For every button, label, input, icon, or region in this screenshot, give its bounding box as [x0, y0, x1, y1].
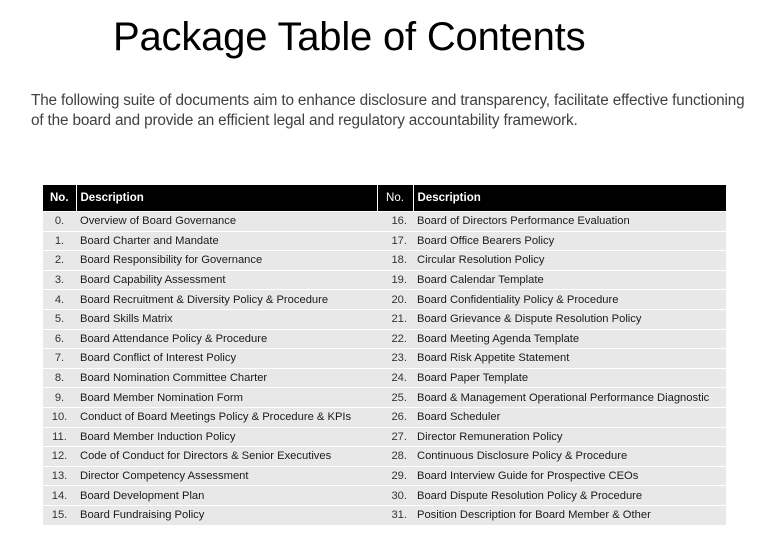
item-number-left: 13. [43, 466, 76, 486]
item-number-right: 28. [377, 447, 413, 467]
item-number-left: 0. [43, 212, 76, 232]
item-description-right: Board Grievance & Dispute Resolution Policy [413, 309, 726, 329]
item-description-left: Board Responsibility for Governance [76, 251, 377, 271]
item-description-right: Board Interview Guide for Prospective CEOs [413, 466, 726, 486]
item-description-right: Board Office Bearers Policy [413, 231, 726, 251]
intro-paragraph: The following suite of documents aim to enhance disclosure and transparency, facilitate effective functioning of the board and provide an efficient legal and regulatory accountability framework. [31, 92, 745, 129]
table-row [43, 231, 726, 251]
item-description-right: Continuous Disclosure Policy & Procedure [413, 447, 726, 467]
item-description-left: Board Capability Assessment [76, 270, 377, 290]
item-number-left: 9. [43, 388, 76, 408]
item-number-left: 4. [43, 290, 76, 310]
item-description-left: Board Member Nomination Form [76, 388, 377, 408]
table-row [43, 251, 726, 271]
table-row [43, 329, 726, 349]
page-title: Package Table of Contents [113, 15, 586, 59]
item-description-left: Board Recruitment & Diversity Policy & Procedure [76, 290, 377, 310]
item-description-left: Conduct of Board Meetings Policy & Procedure & KPIs [76, 407, 377, 427]
item-description-left: Overview of Board Governance [76, 212, 377, 232]
item-description-left: Director Competency Assessment [76, 466, 377, 486]
header-description-left: Description [76, 185, 377, 212]
table-row [43, 447, 726, 467]
item-number-right: 18. [377, 251, 413, 271]
contents-table [43, 185, 726, 525]
item-number-left: 6. [43, 329, 76, 349]
item-description-left: Board Skills Matrix [76, 309, 377, 329]
table-body [43, 212, 726, 525]
item-description-right: Board Dispute Resolution Policy & Procedure [413, 486, 726, 506]
item-number-right: 29. [377, 466, 413, 486]
item-number-right: 23. [377, 349, 413, 369]
item-number-left: 2. [43, 251, 76, 271]
table-row [43, 466, 726, 486]
table-row [43, 309, 726, 329]
table-row [43, 388, 726, 408]
table-row [43, 505, 726, 524]
table-row [43, 290, 726, 310]
item-description-left: Board Charter and Mandate [76, 231, 377, 251]
item-number-right: 25. [377, 388, 413, 408]
item-description-right: Position Description for Board Member & Other [413, 505, 726, 524]
table-header [43, 185, 726, 212]
table-row [43, 212, 726, 232]
item-description-left: Board Attendance Policy & Procedure [76, 329, 377, 349]
table-row [43, 368, 726, 388]
item-number-right: 17. [377, 231, 413, 251]
item-description-right: Circular Resolution Policy [413, 251, 726, 271]
item-number-right: 24. [377, 368, 413, 388]
item-description-right: Board & Management Operational Performance Diagnostic [413, 388, 726, 408]
item-number-right: 22. [377, 329, 413, 349]
item-number-left: 8. [43, 368, 76, 388]
item-number-left: 14. [43, 486, 76, 506]
item-description-right: Director Remuneration Policy [413, 427, 726, 447]
item-number-left: 12. [43, 447, 76, 467]
item-description-right: Board Meeting Agenda Template [413, 329, 726, 349]
item-number-left: 5. [43, 309, 76, 329]
item-description-left: Board Member Induction Policy [76, 427, 377, 447]
item-description-left: Board Conflict of Interest Policy [76, 349, 377, 369]
item-description-left: Board Fundraising Policy [76, 505, 377, 524]
item-description-left: Code of Conduct for Directors & Senior Executives [76, 447, 377, 467]
item-number-right: 16. [377, 212, 413, 232]
item-description-left: Board Development Plan [76, 486, 377, 506]
item-description-right: Board Scheduler [413, 407, 726, 427]
table-row [43, 349, 726, 369]
item-number-right: 21. [377, 309, 413, 329]
item-number-left: 11. [43, 427, 76, 447]
header-row [43, 185, 726, 212]
item-description-left: Board Nomination Committee Charter [76, 368, 377, 388]
item-number-right: 20. [377, 290, 413, 310]
item-number-left: 10. [43, 407, 76, 427]
item-number-left: 15. [43, 505, 76, 524]
table-row [43, 486, 726, 506]
header-description-right: Description [413, 185, 726, 212]
item-number-left: 7. [43, 349, 76, 369]
item-number-right: 31. [377, 505, 413, 524]
item-description-right: Board of Directors Performance Evaluation [413, 212, 726, 232]
item-number-left: 3. [43, 270, 76, 290]
header-no-left: No. [43, 185, 76, 212]
item-description-right: Board Paper Template [413, 368, 726, 388]
item-number-right: 26. [377, 407, 413, 427]
item-description-right: Board Risk Appetite Statement [413, 349, 726, 369]
table-row [43, 407, 726, 427]
item-description-right: Board Calendar Template [413, 270, 726, 290]
header-no-right: No. [377, 185, 413, 212]
table-row [43, 270, 726, 290]
table-row [43, 427, 726, 447]
item-description-right: Board Confidentiality Policy & Procedure [413, 290, 726, 310]
item-number-left: 1. [43, 231, 76, 251]
item-number-right: 30. [377, 486, 413, 506]
item-number-right: 27. [377, 427, 413, 447]
item-number-right: 19. [377, 270, 413, 290]
